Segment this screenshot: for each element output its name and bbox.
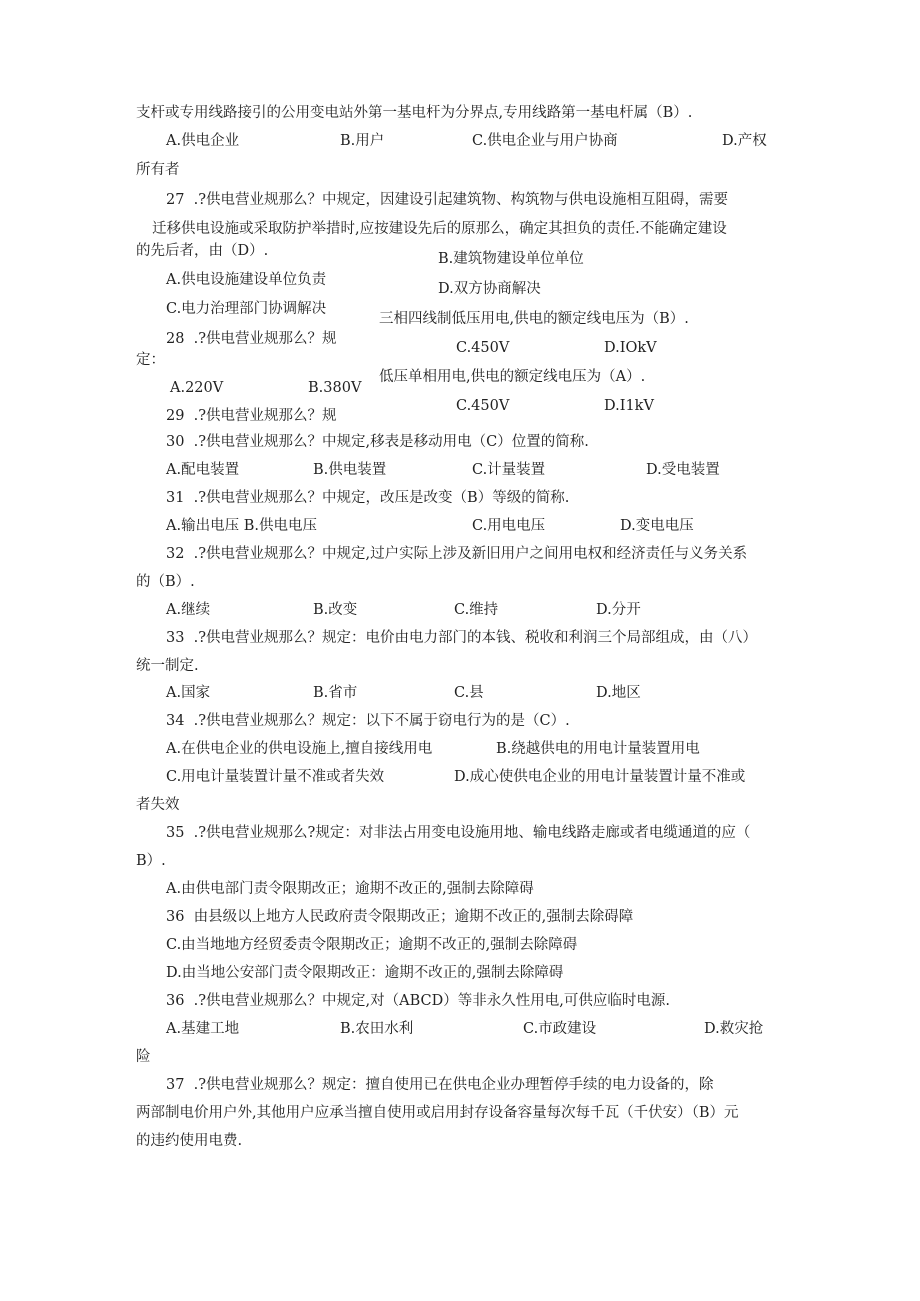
question-37: 37 .?供电营业规那么？规定：擅自使用已在供电企业办理暂停手续的电力设备的，除 [166,1077,714,1093]
text-line: 定： [136,352,165,368]
option-b: B.建筑物建设单位单位 [438,251,584,267]
text-line: 的违约使用电费. [136,1133,243,1149]
option-d: D.IOkV [604,340,657,356]
option-d: D.成心使供电企业的用电计量装置计量不准或 [454,769,746,785]
option-ab: A.输出电压 B.供电电压 [166,518,317,534]
option-c: C.450V [456,340,510,356]
option-b: 36 由县级以上地方人民政府责令限期改正；逾期不改正的,强制去除碍障 [166,909,634,925]
option-d: D.双方协商解决 [438,281,541,297]
question-28: 28 .?供电营业规那么？规 [166,331,337,347]
option-d: D.受电装置 [646,462,720,478]
text-line: 者失效 [136,797,180,813]
text-line: 险 [136,1049,151,1065]
option-d: D.由当地公安部门责令限期改正：逾期不改正的,强制去除障碍 [166,965,564,981]
option-c: C.供电企业与用户协商 [472,133,618,149]
option-b: B.省市 [313,685,358,701]
text-line: B）. [136,853,166,869]
question-34: 34 .?供电营业规那么？规定：以下不属于窃电行为的是（C）. [166,713,570,729]
option-d: D.分开 [596,602,641,618]
option-d: D.变电电压 [620,518,694,534]
option-b: B.改变 [313,602,358,618]
option-c: C.用电计量装置计量不准或者失效 [166,769,385,785]
question-30: 30 .?供电营业规那么？中规定,移表是移动用电（C）位置的简称. [166,434,589,450]
question-35: 35 .?供电营业规那么?规定：对非法占用变电设施用地、输电线路走廊或者电缆通道的应（ [166,825,751,841]
text-line: 的先后者，由（D）. [136,243,269,259]
option-c: C.450V [456,398,510,414]
option-c: C.市政建设 [523,1021,597,1037]
option-c: C.由当地地方经贸委责令限期改正；逾期不改正的,强制去除障碍 [166,937,578,953]
option-a: A.供电设施建设单位负责 [166,272,327,288]
option-a: A.在供电企业的供电设施上,擅自接线用电 [166,741,433,757]
option-c: C.维持 [454,602,499,618]
option-a: A.由供电部门责令限期改正；逾期不改正的,强制去除障碍 [166,881,534,897]
option-d: D.救灾抢 [704,1021,764,1037]
option-b: B.用户 [340,133,385,149]
option-a: A.基建工地 [166,1021,240,1037]
option-a: A.供电企业 [166,133,240,149]
text-line: 统一制定. [136,658,199,674]
option-a: A.配电装置 [166,462,240,478]
text-line: 所有者 [136,162,180,178]
question-29: 29 .?供电营业规那么？规 [166,408,337,424]
option-d: D.地区 [596,685,641,701]
question-27: 27 .?供电营业规那么？中规定，因建设引起建筑物、构筑物与供电设施相互阻碍，需要 [166,192,729,208]
text-line: 低压单相用电,供电的额定线电压为（A）. [379,369,646,385]
question-33: 33 .?供电营业规那么？规定：电价由电力部门的本钱、税收和利润三个局部组成，由（八） [166,630,758,646]
option-a: A.国家 [166,685,211,701]
option-a: A.继续 [166,602,211,618]
option-b: B.供电装置 [313,462,387,478]
option-d: D.产权 [722,133,767,149]
text-line: 两部制电价用户外,其他用户应承当擅自使用或启用封存设备容量每次每千瓦（千伏安）（B）元 [136,1105,739,1121]
text-line: 三相四线制低压用电,供电的额定线电压为（B）. [379,311,689,327]
text-line: 迁移供电设施或采取防护举措时,应按建设先后的原那么，确定其担负的责任.不能确定建设 [152,221,727,237]
text-line: 的（B）. [136,574,195,590]
option-b: B.农田水利 [340,1021,414,1037]
text-line: 支杆或专用线路接引的公用变电站外第一基电杆为分界点,专用线路第一基电杆属（B）. [136,105,693,121]
question-31: 31 .?供电营业规那么？中规定，改压是改变（B）等级的简称. [166,490,570,506]
option-c: C.电力治理部门协调解决 [166,301,327,317]
option-b: B.绕越供电的用电计量装置用电 [496,741,700,757]
option-c: C.县 [454,685,484,701]
option-b: B.380V [308,380,362,396]
option-a: A.220V [170,380,224,396]
option-c: C.用电电压 [472,518,546,534]
option-d: D.I1kV [604,398,654,414]
option-c: C.计量装置 [472,462,546,478]
question-32: 32 .?供电营业规那么？中规定,过户实际上涉及新旧用户之间用电权和经济责任与义务关系 [166,546,748,562]
question-36: 36 .?供电营业规那么？中规定,对（ABCD）等非永久性用电,可供应临时电源. [166,993,670,1009]
